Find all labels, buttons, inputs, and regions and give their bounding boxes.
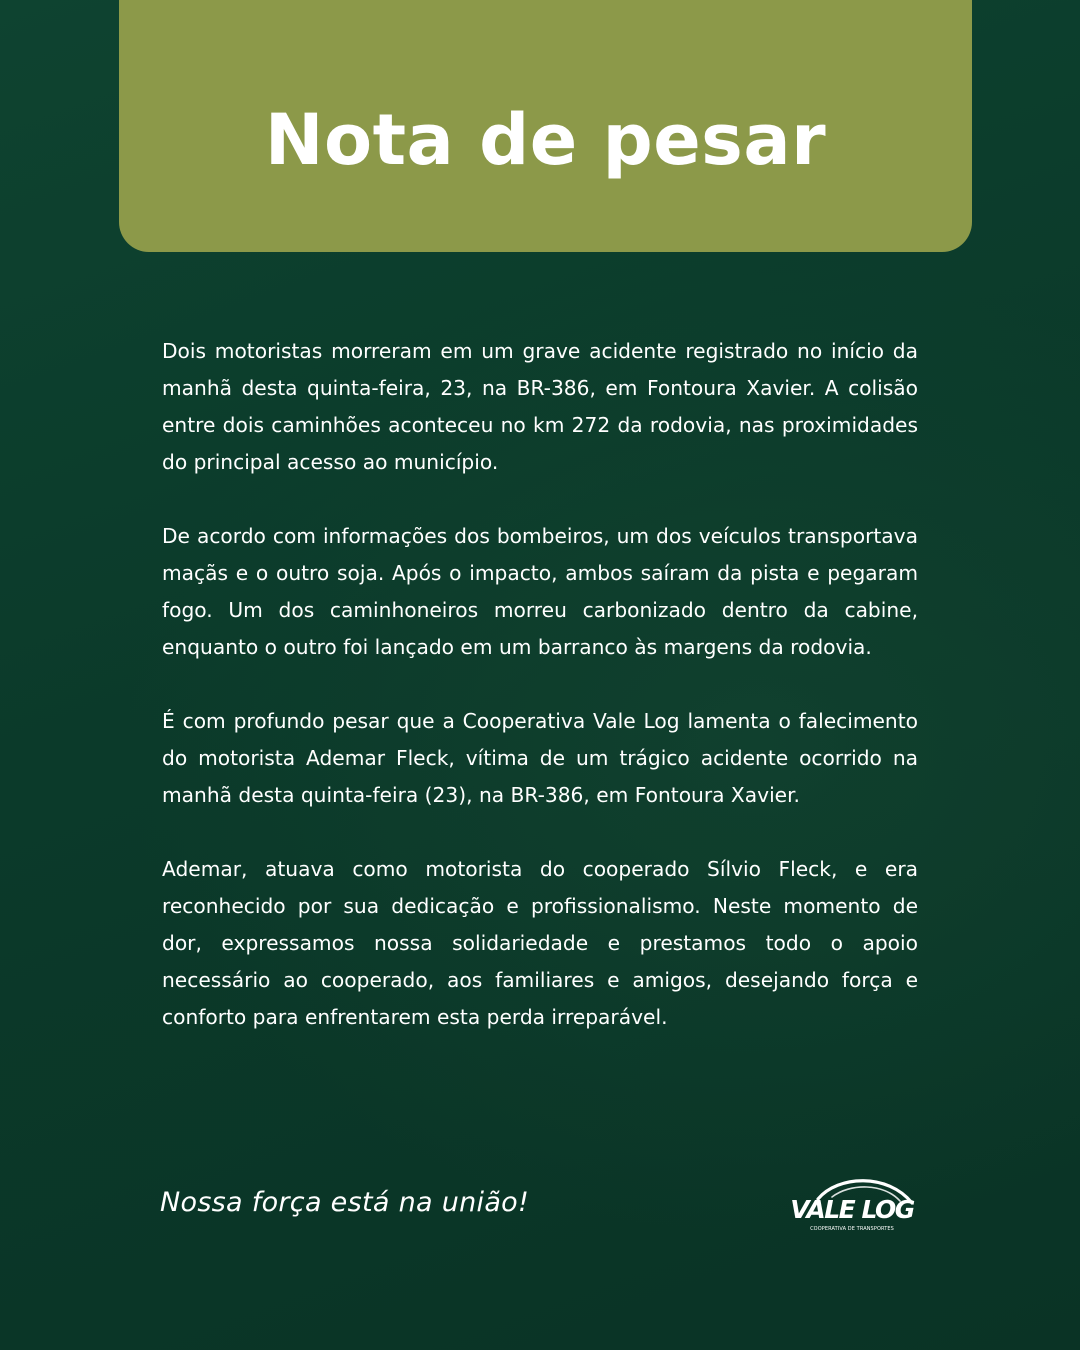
page-title: Nota de pesar	[264, 99, 827, 181]
paragraph-tribute: Ademar, atuava como motorista do cooperado Sílvio Fleck, e era reconhecido por sua dedicação e profissionalismo. Neste momento de dor, expressamos nossa solidariedade e prestamos todo o apoio necessário ao cooperado, aos familiares e amigos, desejando força e conforto para enfrentarem esta perda irreparável.	[162, 857, 918, 1029]
paragraph-accident: Dois motoristas morreram em um grave acidente registrado no início da manhã desta quinta-feira, 23, na BR-386, em Fontoura Xavier. A colisão entre dois caminhões aconteceu no km 272 da rodovia, nas proximidades do principal acesso ao município.	[162, 339, 918, 474]
title-banner	[119, 0, 972, 252]
logo-wordmark: VALE LOG	[790, 1195, 914, 1224]
slogan: Nossa força está na união!	[160, 1187, 530, 1218]
footer	[160, 1185, 920, 1245]
article-body	[162, 333, 918, 1073]
paragraph-condolence: É com profundo pesar que a Cooperativa Vale Log lamenta o falecimento do motorista Ademar Fleck, vítima de um trágico acidente ocorrido na manhã desta quinta-feira (23), na BR-386, em Fontoura Xavier.	[162, 709, 918, 807]
logo-subtitle: COOPERATIVA DE TRANSPORTES	[810, 1226, 894, 1232]
vale-log-logo	[788, 1177, 916, 1237]
paragraph-firefighters: De acordo com informações dos bombeiros, um dos veículos transportava maçãs e o outro soja. Após o impacto, ambos saíram da pista e pegaram fogo. Um dos caminhoneiros morreu carbonizado dentro da cabine, enquanto o outro foi lançado em um barranco às margens da rodovia.	[162, 524, 918, 659]
